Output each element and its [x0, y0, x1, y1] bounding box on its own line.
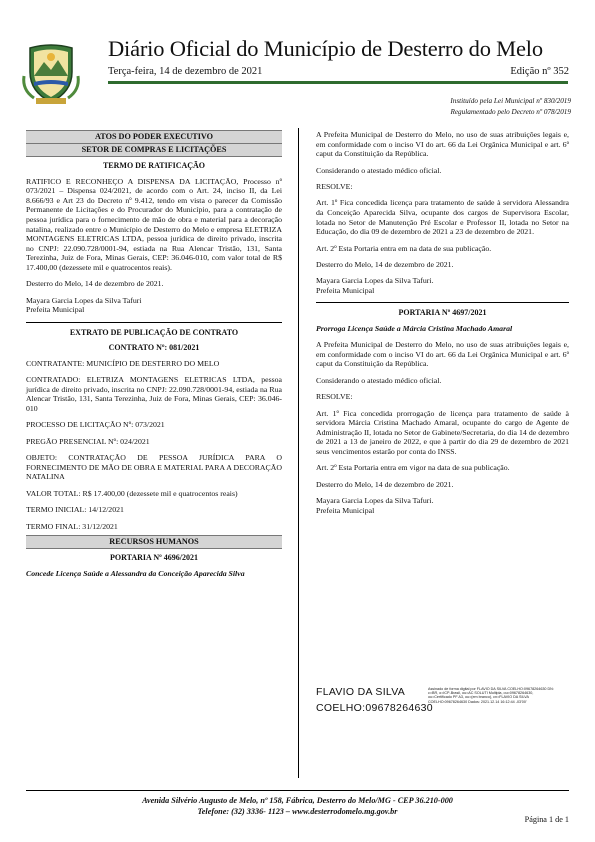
signature-name-line: FLAVIO DA SILVA — [316, 686, 406, 698]
section-header-executive: ATOS DO PODER EXECUTIVO — [26, 130, 282, 144]
section-header-hr: RECURSOS HUMANOS — [26, 535, 282, 549]
ordinance-4697-considering: Considerando o atestado médico oficial. — [316, 375, 442, 385]
ordinance-4696-intro: A Prefeita Municipal de Desterro do Melo, no uso de suas atribuições legais e, em conformidade com o inciso VI do art. 66 da Lei Orgânica Municipal e art. 6º caput da Constituição da República. — [316, 130, 569, 159]
ordinance-4696-title: PORTARIA Nº 4696/2021 — [110, 553, 198, 563]
ordinance-4696-article-1: Art. 1º Fica concedida licença para tratamento de saúde à servidora Alessandra da Conceição Aparecida Silva, ocupante dos cargos de Supervisora Escolar, lotada no Setor de Manutenção Pré Escolar e Professor II, lotada no Setor na Educação, do dia 09 de dezembro de 2021 a 23 de dezembro de 2021. — [316, 198, 569, 237]
extract-title: EXTRATO DE PUBLICAÇÃO DE CONTRATO — [69, 327, 239, 337]
ordinance-4697-article-2: Art. 2º Esta Portaria entra em vigor na data de sua publicação. — [316, 463, 510, 473]
signer-name: Mayara Garcia Lopes da Silva Tafuri — [26, 295, 142, 305]
ordinance-4697-subject: Prorroga Licença Saúde a Márcia Cristina Machado Amaral — [316, 323, 513, 333]
start-term: TERMO INICIAL: 14/12/2021 — [26, 505, 124, 515]
ordinance-4697-date: Desterro do Melo, 14 de dezembro de 2021. — [316, 479, 454, 489]
ordinance-4696-article-2: Art. 2º Esta Portaria entra em na data de sua publicação. — [316, 243, 492, 253]
ordinance-4697-article-1: Art. 1º Fica concedida prorrogação de licença para tratamento de saúde à servidora Márcia Cristina Machado Amaral, ocupante do cargo de Agente de Administração II, lotada no Setor de Gabinete/Secretaria, do dia 14 de dezembro de 2021 a 13 de janeiro de 2022, e que à partir do dia 29 de dezembro de 2021 seus vencimentos estarão por conta do INSS. — [316, 408, 569, 457]
left-column — [26, 130, 282, 585]
ordinance-4696-date: Desterro do Melo, 14 de dezembro de 2021. — [316, 259, 454, 269]
ordinance-4697-resolve: RESOLVE: — [316, 392, 353, 402]
gazette-title: Diário Oficial do Município de Desterro do Melo — [108, 36, 543, 61]
ordinance-4697-signer-role: Prefeita Municipal — [316, 505, 375, 515]
footer-rule — [26, 790, 569, 791]
edition-number: Edição nº 352 — [510, 66, 569, 77]
contracting-party: CONTRATANTE: MUNICÍPIO DE DESTERRO DO MELO — [26, 358, 220, 368]
page-number: Página 1 de 1 — [524, 815, 569, 824]
contract-object: OBJETO: CONTRATAÇÃO DE PESSOA JURÍDICA PARA O FORNECIMENTO DE MÃO DE OBRA E MATERIAL PARA A DECORAÇÃO NATALINA — [26, 453, 282, 482]
footer-phone: Telefone: (32) 3336- 1123 – www.desterrodomelo.mg.gov.br — [197, 807, 398, 816]
right-column — [316, 130, 569, 522]
section-separator — [26, 322, 282, 323]
coat-of-arms-icon — [20, 42, 82, 106]
ordinance-4696-subject: Concede Licença Saúde a Alessandra da Conceição Aparecida Silva — [26, 568, 245, 578]
ordinance-4697-signer-name: Mayara Garcia Lopes da Silva Tafuri. — [316, 496, 434, 506]
contracted-party: CONTRATADO: ELETRIZA MONTAGENS ELETRICAS LTDA, pessoa jurídica de direito privado, inscrita no CNPJ: 22.090.728/0001-94, estiada na Rua Alencar Tristão, 131, Santa Terezinha, Juiz de Fora, Minas Gerais, CEP: 36.046-010 — [26, 375, 282, 414]
ordinance-4697-intro: A Prefeita Municipal de Desterro do Melo, no uso de suas atribuições legais e, em conformidade com o inciso VI do art. 66 da Lei Orgânica Municipal e art. 6º caput da Constituição da República. — [316, 340, 569, 369]
bidding-process: PROCESSO DE LICITAÇÃO Nº: 073/2021 — [26, 420, 165, 430]
signature-id-line: COELHO:09678264630 — [316, 702, 433, 714]
issue-date: Terça-feira, 14 de dezembro de 2021 — [108, 66, 263, 77]
ratification-title: TERMO DE RATIFICAÇÃO — [102, 161, 206, 170]
signer-role: Prefeita Municipal — [26, 305, 85, 315]
ordinance-4696-signer-role: Prefeita Municipal — [316, 285, 375, 295]
column-divider — [298, 128, 299, 778]
ordinance-4697-title: PORTARIA Nº 4697/2021 — [398, 308, 487, 318]
institution-law: Instituído pela Lei Municipal nº 830/2019 — [450, 97, 571, 105]
digital-signature — [316, 686, 566, 726]
end-term: TERMO FINAL: 31/12/2021 — [26, 521, 118, 531]
ratification-date: Desterro do Melo, 14 de dezembro de 2021. — [26, 279, 164, 289]
footer-address: Avenida Silvério Augusto de Melo, nº 158, Fábrica, Desterro do Melo/MG - CEP 36.210-000 — [142, 796, 453, 805]
contract-value: VALOR TOTAL: R$ 17.400,00 (dezessete mil e quatrocentos reais) — [26, 488, 238, 498]
header-rule — [108, 81, 568, 84]
section-header-purchasing: SETOR DE COMPRAS E LICITAÇÕES — [26, 144, 282, 157]
ratification-body: RATIFICO E RECONHEÇO A DISPENSA DA LICITAÇÃO, Processo nº 073/2021 – Dispensa 024/2021, de acordo com o Art. 24, inciso II, da Lei 8.666/93 e Art 23 do Decreto nº 9.412, tendo em vista o parecer da Comissão Permanente de Licitações e do Procurador do Município, para a contratação de pessoa jurídica para o fornecimento de mão de obra e material para a decoração natalina, realizado entre o Município de Desterro do Melo e empresa ELETRIZA MONTAGENS ELETRICAS LTDA, pessoa jurídica de direito privado, inscrita no CNPJ: 22.090.728/0001-94, estiada na Rua Alencar Tristão, 131, Santa Terezinha, Juiz de Fora, Minas Gerais, CEP: 36.046-010, com valor total de R$ 17.400,00 (dezessete mil e quatrocentos reais). — [26, 176, 282, 272]
ordinance-4696-considering: Considerando o atestado médico oficial. — [316, 165, 442, 175]
contract-number: CONTRATO Nº: 081/2021 — [108, 343, 200, 353]
section-separator — [316, 302, 569, 303]
ordinance-4696-signer-name: Mayara Garcia Lopes da Silva Tafuri. — [316, 276, 434, 286]
signature-certificate: Assinado de forma digital por FLAVIO DA SILVA COELHO:09678264630 DN: c=BR, o=ICP-Brasil, ou=AC SOLUTI Multipla, ou=09678264630, ou=Certificado PF A3, ou=(em branco), cn=FLAVIO DA SILVA COELHO:09678264630 Dados: 2021.12.14 16:12:44 -03'00' — [428, 687, 554, 704]
ordinance-4696-resolve: RESOLVE: — [316, 181, 353, 191]
auction-number: PREGÃO PRESENCIAL Nº: 024/2021 — [26, 436, 150, 446]
regulation-decree: Regulamentado pelo Decreto nº 078/2019 — [450, 108, 571, 116]
